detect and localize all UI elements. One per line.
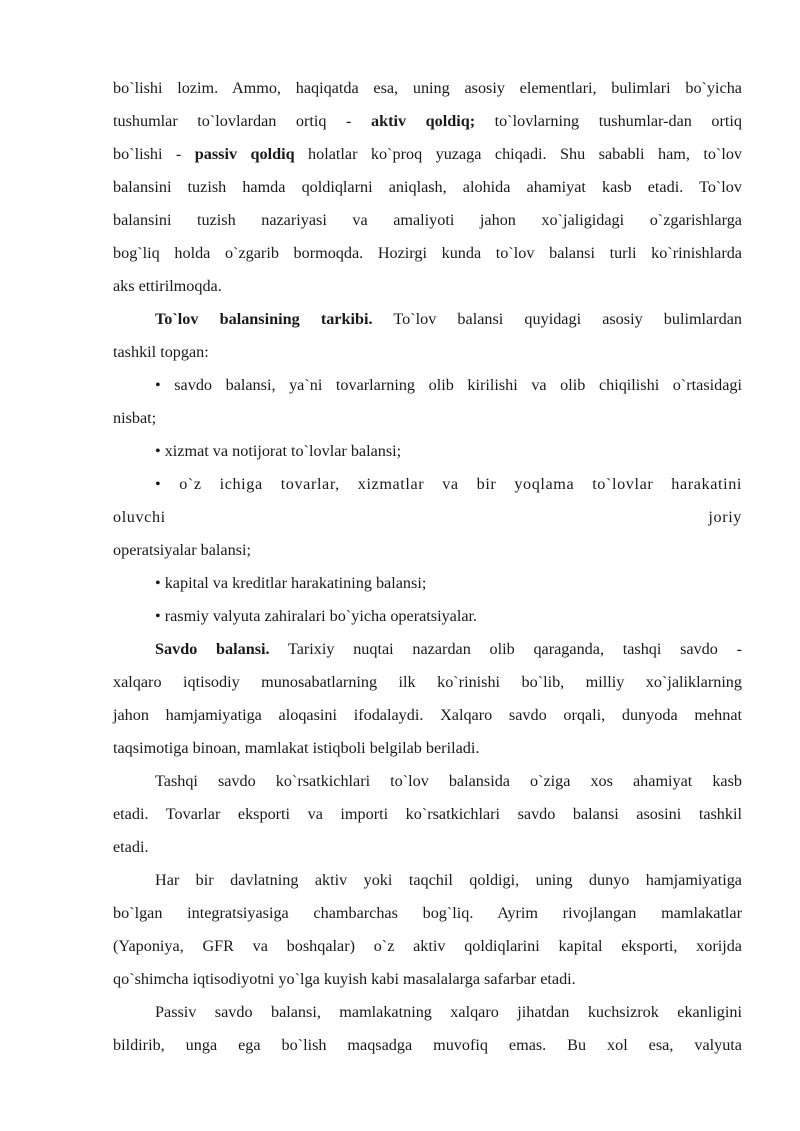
text-line [113, 138, 742, 171]
text-segment: oluvchi joriy [113, 508, 742, 526]
text-segment: Tashqi savdo ko`rsatkichlari to`lov balansida o`ziga xos ahamiyat kasb [155, 772, 742, 790]
text-line [113, 237, 742, 270]
text-segment: nisbat; [113, 409, 157, 427]
text-line [113, 864, 742, 897]
text-segment: bo`lishi - [113, 145, 195, 163]
text-line [113, 930, 742, 963]
text-line [113, 1029, 742, 1062]
text-segment: • o`z ichiga tovarlar, xizmatlar va bir yoqlama to`lovlar harakatini [155, 475, 742, 493]
text-segment: etadi. Tovarlar eksporti va importi ko`rsatkichlari savdo balansi asosini tashkil [113, 805, 742, 823]
text-segment: Har bir davlatning aktiv yoki taqchil qoldigi, uning dunyo hamjamiyatiga [155, 871, 742, 889]
text-line [113, 369, 742, 402]
text-segment: etadi. [113, 838, 149, 856]
text-segment: tashkil topgan: [113, 343, 209, 361]
text-segment: • rasmiy valyuta zahiralari bo`yicha operatsiyalar. [155, 607, 478, 625]
text-line [113, 732, 742, 765]
text-line [113, 402, 742, 435]
text-line [113, 171, 742, 204]
text-segment: holatlar ko`proq yuzaga chiqadi. Shu sababli ham, to`lov [294, 145, 743, 163]
text-line [113, 699, 742, 732]
text-segment: (Yaponiya, GFR va boshqalar) o`z aktiv qoldiqlarini kapital eksporti, xorijda [113, 937, 742, 955]
text-line [113, 633, 742, 666]
text-line [113, 765, 742, 798]
text-line [113, 105, 742, 138]
text-segment: taqsimotiga binoan, mamlakat istiqboli belgilab beriladi. [113, 739, 480, 757]
text-segment: To`lov balansi quyidagi asosiy bulimlardan [372, 310, 743, 328]
text-segment: bog`liq holda o`zgarib bormoqda. Hozirgi kunda to`lov balansi turli ko`rinishlarda [113, 244, 742, 262]
bold-term: aktiv qoldiq; [370, 112, 476, 130]
text-segment: aks ettirilmoqda. [113, 277, 222, 295]
text-line [113, 666, 742, 699]
text-line [113, 996, 742, 1029]
text-line [113, 600, 742, 633]
text-segment: balansini tuzish nazariyasi va amaliyoti jahon xo`jaligidagi o`zgarishlarga [113, 211, 742, 229]
text-segment: jahon hamjamiyatiga aloqasini ifodalaydi. Xalqaro savdo orqali, dunyoda mehnat [113, 706, 742, 724]
text-segment: balansini tuzish hamda qoldiqlarni aniqlash, alohida ahamiyat kasb etadi. To`lov [113, 178, 742, 196]
bold-term: Savdo balansi. [155, 640, 270, 658]
text-segment: tushumlar to`lovlardan ortiq - [113, 112, 371, 130]
text-segment: Tarixiy nuqtai nazardan olib qaraganda, tashqi savdo - [269, 640, 742, 658]
text-segment: bo`lgan integratsiyasiga chambarchas bog`liq. Ayrim rivojlangan mamlakatlar [113, 904, 742, 922]
text-segment: qo`shimcha iqtisodiyotni yo`lga kuyish kabi masalalarga safarbar etadi. [113, 970, 576, 988]
text-segment: • savdo balansi, ya`ni tovarlarning olib kirilishi va olib chiqilishi o`rtasidagi [155, 376, 742, 394]
text-line [113, 831, 742, 864]
text-line [113, 204, 742, 237]
text-line [113, 567, 742, 600]
text-segment: • xizmat va notijorat to`lovlar balansi; [155, 442, 402, 460]
text-line [113, 303, 742, 336]
bold-term: passiv qoldiq [194, 145, 295, 163]
text-line [113, 336, 742, 369]
text-line [113, 468, 742, 501]
text-line [113, 534, 742, 567]
text-line [113, 72, 742, 105]
text-line [113, 963, 742, 996]
text-line [113, 897, 742, 930]
bold-term: To`lov balansining tarkibi. [155, 310, 373, 328]
text-segment: bildirib, unga ega bo`lish maqsadga muvofiq emas. Bu xol esa, valyuta [113, 1036, 742, 1054]
text-segment: operatsiyalar balansi; [113, 541, 251, 559]
text-segment: Passiv savdo balansi, mamlakatning xalqaro jihatdan kuchsizrok ekanligini [155, 1003, 742, 1021]
text-line [113, 435, 742, 468]
text-segment: bo`lishi lozim. Ammo, haqiqatda esa, uning asosiy elementlari, bulimlari bo`yicha [113, 79, 742, 97]
text-line [113, 798, 742, 831]
text-line [113, 501, 742, 534]
text-segment: xalqaro iqtisodiy munosabatlarning ilk ko`rinishi bo`lib, milliy xo`jaliklarning [113, 673, 742, 691]
text-segment: • kapital va kreditlar harakatining balansi; [155, 574, 427, 592]
document-page [113, 72, 742, 1062]
text-segment: to`lovlarning tushumlar-dan ortiq [475, 112, 742, 130]
text-line [113, 270, 742, 303]
